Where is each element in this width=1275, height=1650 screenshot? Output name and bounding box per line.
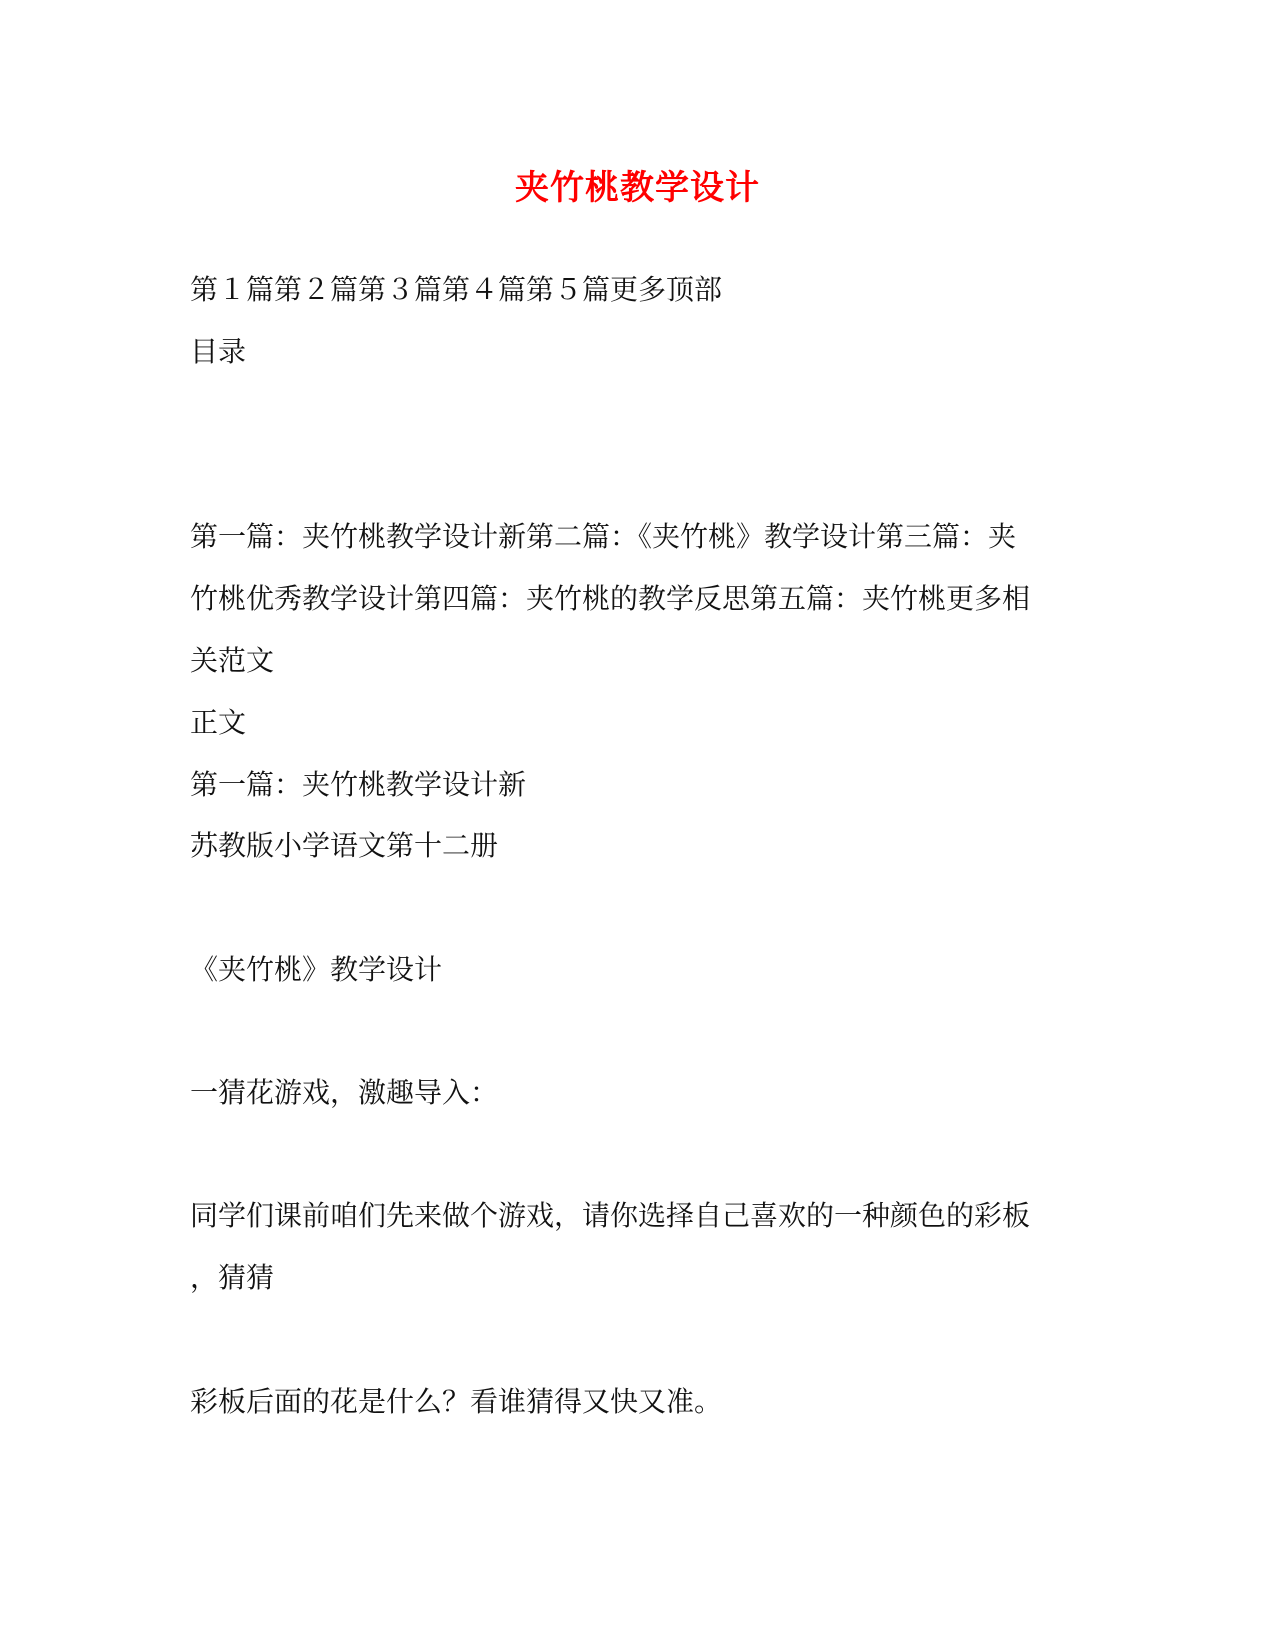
toc-heading: 目录	[190, 335, 247, 368]
textbook-line: 苏教版小学语文第十二册	[190, 829, 499, 862]
paragraph-2: 彩板后面的花是什么？看谁猜得又快又准。	[190, 1385, 723, 1418]
paragraph-1-line-2: ，猜猜	[190, 1261, 275, 1294]
toc-line-2: 竹桃优秀教学设计第四篇：夹竹桃的教学反思第五篇：夹竹桃更多相	[190, 582, 1031, 615]
body-heading: 正文	[190, 706, 247, 739]
paragraph-1-line-1: 同学们课前咱们先来做个游戏，请你选择自己喜欢的一种颜色的彩板	[190, 1199, 1031, 1232]
toc-line-1: 第一篇：夹竹桃教学设计新第二篇：《夹竹桃》教学设计第三篇：夹	[190, 520, 1017, 553]
section-heading-1: 一猜花游戏，激趣导入：	[190, 1076, 499, 1109]
design-title: 《夹竹桃》教学设计	[190, 953, 443, 986]
part1-title: 第一篇：夹竹桃教学设计新	[190, 768, 527, 801]
document-title: 夹竹桃教学设计	[515, 168, 760, 208]
chapter-nav-line: 第１篇第２篇第３篇第４篇第５篇更多顶部	[190, 273, 723, 306]
toc-line-3: 关范文	[190, 644, 275, 677]
